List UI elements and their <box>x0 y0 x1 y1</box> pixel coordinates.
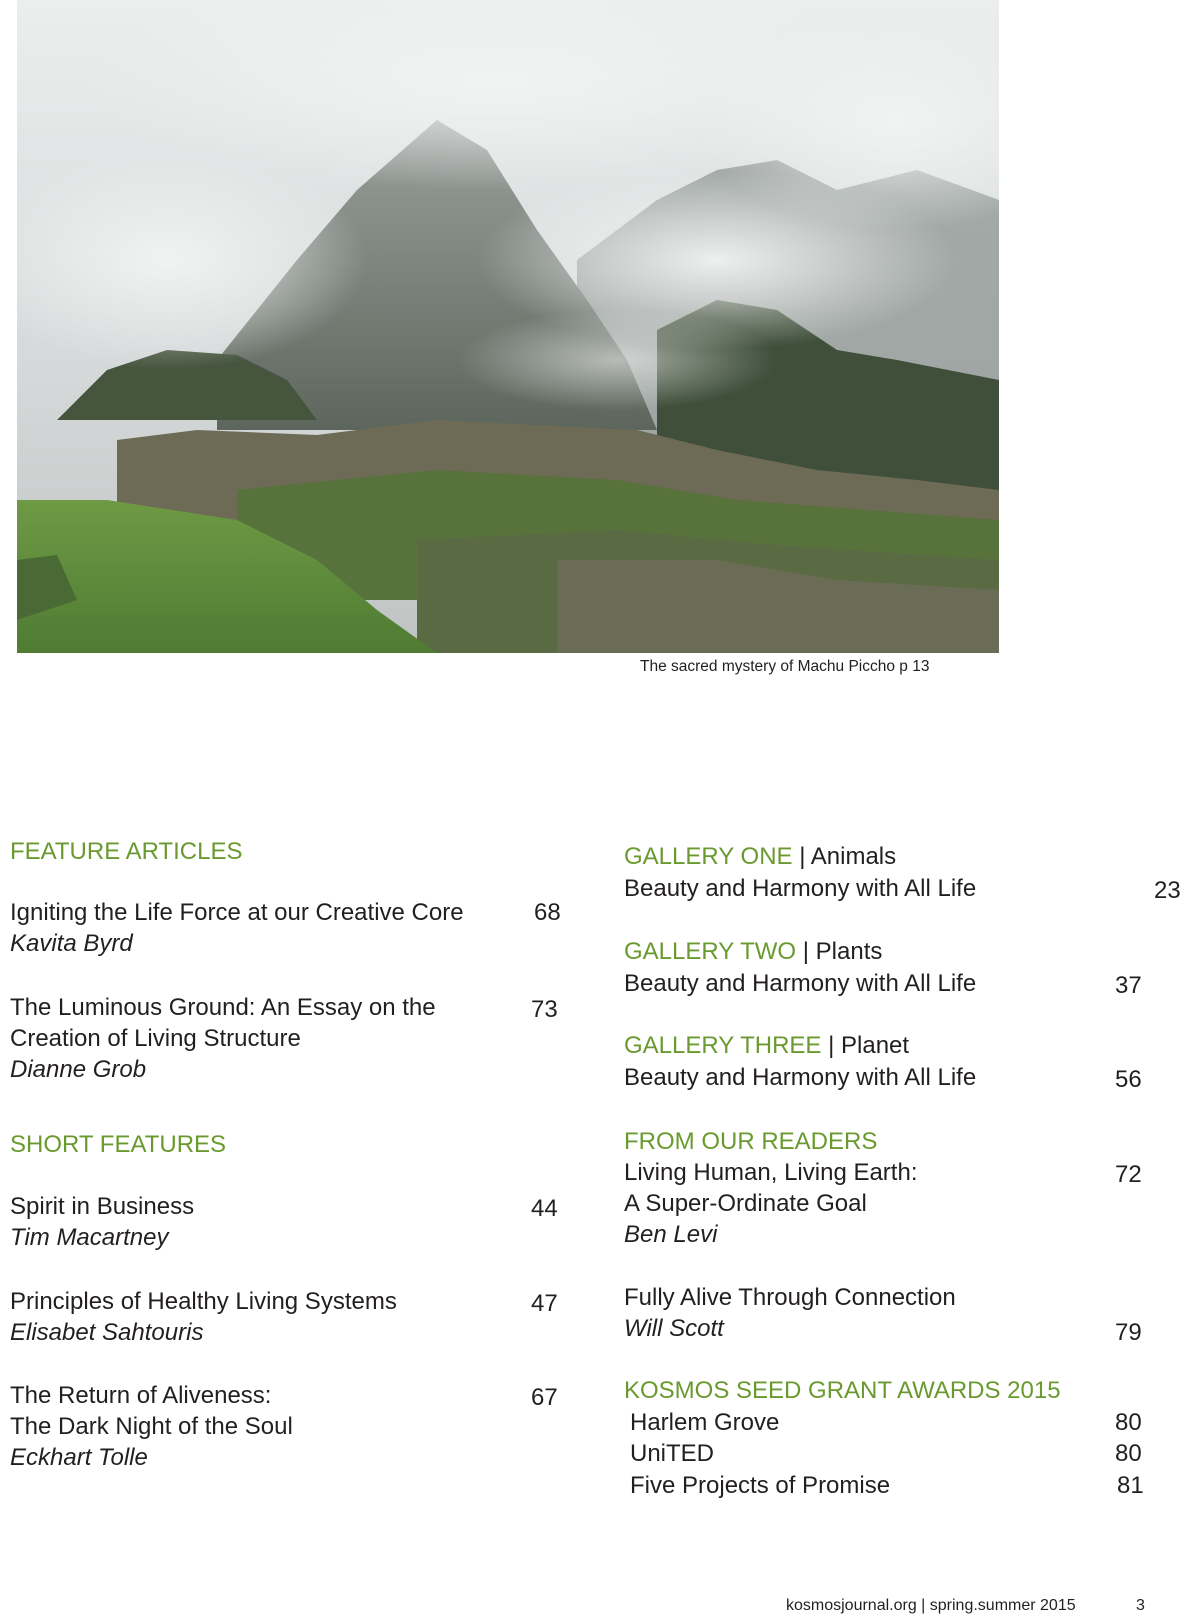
toc-entry-title: UniTED <box>630 1440 715 1467</box>
toc-entry-page: 67 <box>531 1384 558 1411</box>
short-features-heading: SHORT FEATURES <box>10 1131 227 1158</box>
toc-entry-title: The Dark Night of the Soul <box>10 1413 293 1440</box>
feature-articles-heading: FEATURE ARTICLES <box>10 838 243 865</box>
toc-entry-title: Creation of Living Structure <box>10 1025 301 1052</box>
toc-entry-page: 37 <box>1115 972 1142 999</box>
footer-site: kosmosjournal.org | spring.summer 2015 <box>786 1597 1076 1614</box>
toc-entry-author: Will Scott <box>624 1315 724 1342</box>
toc-entry-page: 81 <box>1117 1472 1144 1499</box>
toc-entry-author: Tim Macartney <box>10 1224 169 1251</box>
seed-grant-awards-heading: KOSMOS SEED GRANT AWARDS 2015 <box>624 1377 1061 1404</box>
toc-entry-title: Five Projects of Promise <box>630 1472 891 1499</box>
toc-entry-title: Beauty and Harmony with All Life <box>624 1064 977 1091</box>
gallery-two-heading <box>624 937 882 967</box>
toc-entry-title: The Luminous Ground: An Essay on the <box>10 994 436 1021</box>
gallery-separator: | <box>796 938 816 965</box>
gallery-separator: | <box>821 1032 842 1059</box>
toc-entry-page: 72 <box>1115 1161 1142 1188</box>
toc-entry-author: Eckhart Tolle <box>10 1444 148 1471</box>
toc-entry-title: Harlem Grove <box>630 1409 780 1436</box>
toc-entry-title: Spirit in Business <box>10 1193 195 1220</box>
page-footer <box>786 1597 1145 1615</box>
gallery-three-heading <box>624 1031 909 1061</box>
toc-entry-author: Kavita Byrd <box>10 930 133 957</box>
gallery-topic: Plants <box>815 938 883 965</box>
gallery-separator: | <box>792 843 811 870</box>
toc-entry-page: 80 <box>1115 1440 1142 1467</box>
toc-entry-page: 68 <box>534 899 561 926</box>
gallery-topic: Animals <box>810 843 897 870</box>
toc-entry-page: 79 <box>1115 1319 1142 1346</box>
toc-entry-title: Living Human, Living Earth: <box>624 1159 918 1186</box>
from-our-readers-heading: FROM OUR READERS <box>624 1128 878 1155</box>
toc-entry-title: Principles of Healthy Living Systems <box>10 1288 397 1315</box>
toc-entry-title: The Return of Aliveness: <box>10 1382 272 1409</box>
toc-entry-author: Dianne Grob <box>10 1056 147 1083</box>
machu-picchu-photo <box>17 0 999 653</box>
toc-entry-author: Elisabet Sahtouris <box>10 1319 204 1346</box>
toc-entry-page: 73 <box>531 996 558 1023</box>
gallery-topic: Planet <box>841 1032 910 1059</box>
gallery-one-heading <box>624 842 896 872</box>
toc-entry-page: 47 <box>531 1290 558 1317</box>
gallery-label: GALLERY THREE <box>624 1032 822 1059</box>
toc-entry-title: Igniting the Life Force at our Creative Core <box>10 899 464 926</box>
toc-entry-page: 44 <box>531 1195 558 1222</box>
gallery-label: GALLERY ONE <box>624 843 793 870</box>
toc-entry-title: Beauty and Harmony with All Life <box>624 875 977 902</box>
toc-entry-title: A Super-Ordinate Goal <box>624 1190 867 1217</box>
page-number: 3 <box>1136 1597 1145 1614</box>
toc-entry-page: 56 <box>1115 1066 1142 1093</box>
gallery-label: GALLERY TWO <box>624 938 797 965</box>
toc-entry-page: 80 <box>1115 1409 1142 1436</box>
toc-entry-title: Fully Alive Through Connection <box>624 1284 956 1311</box>
toc-entry-title: Beauty and Harmony with All Life <box>624 970 977 997</box>
toc-entry-author: Ben Levi <box>624 1221 718 1248</box>
photo-caption: The sacred mystery of Machu Piccho p 13 <box>640 658 930 675</box>
toc-entry-page: 23 <box>1154 877 1181 904</box>
